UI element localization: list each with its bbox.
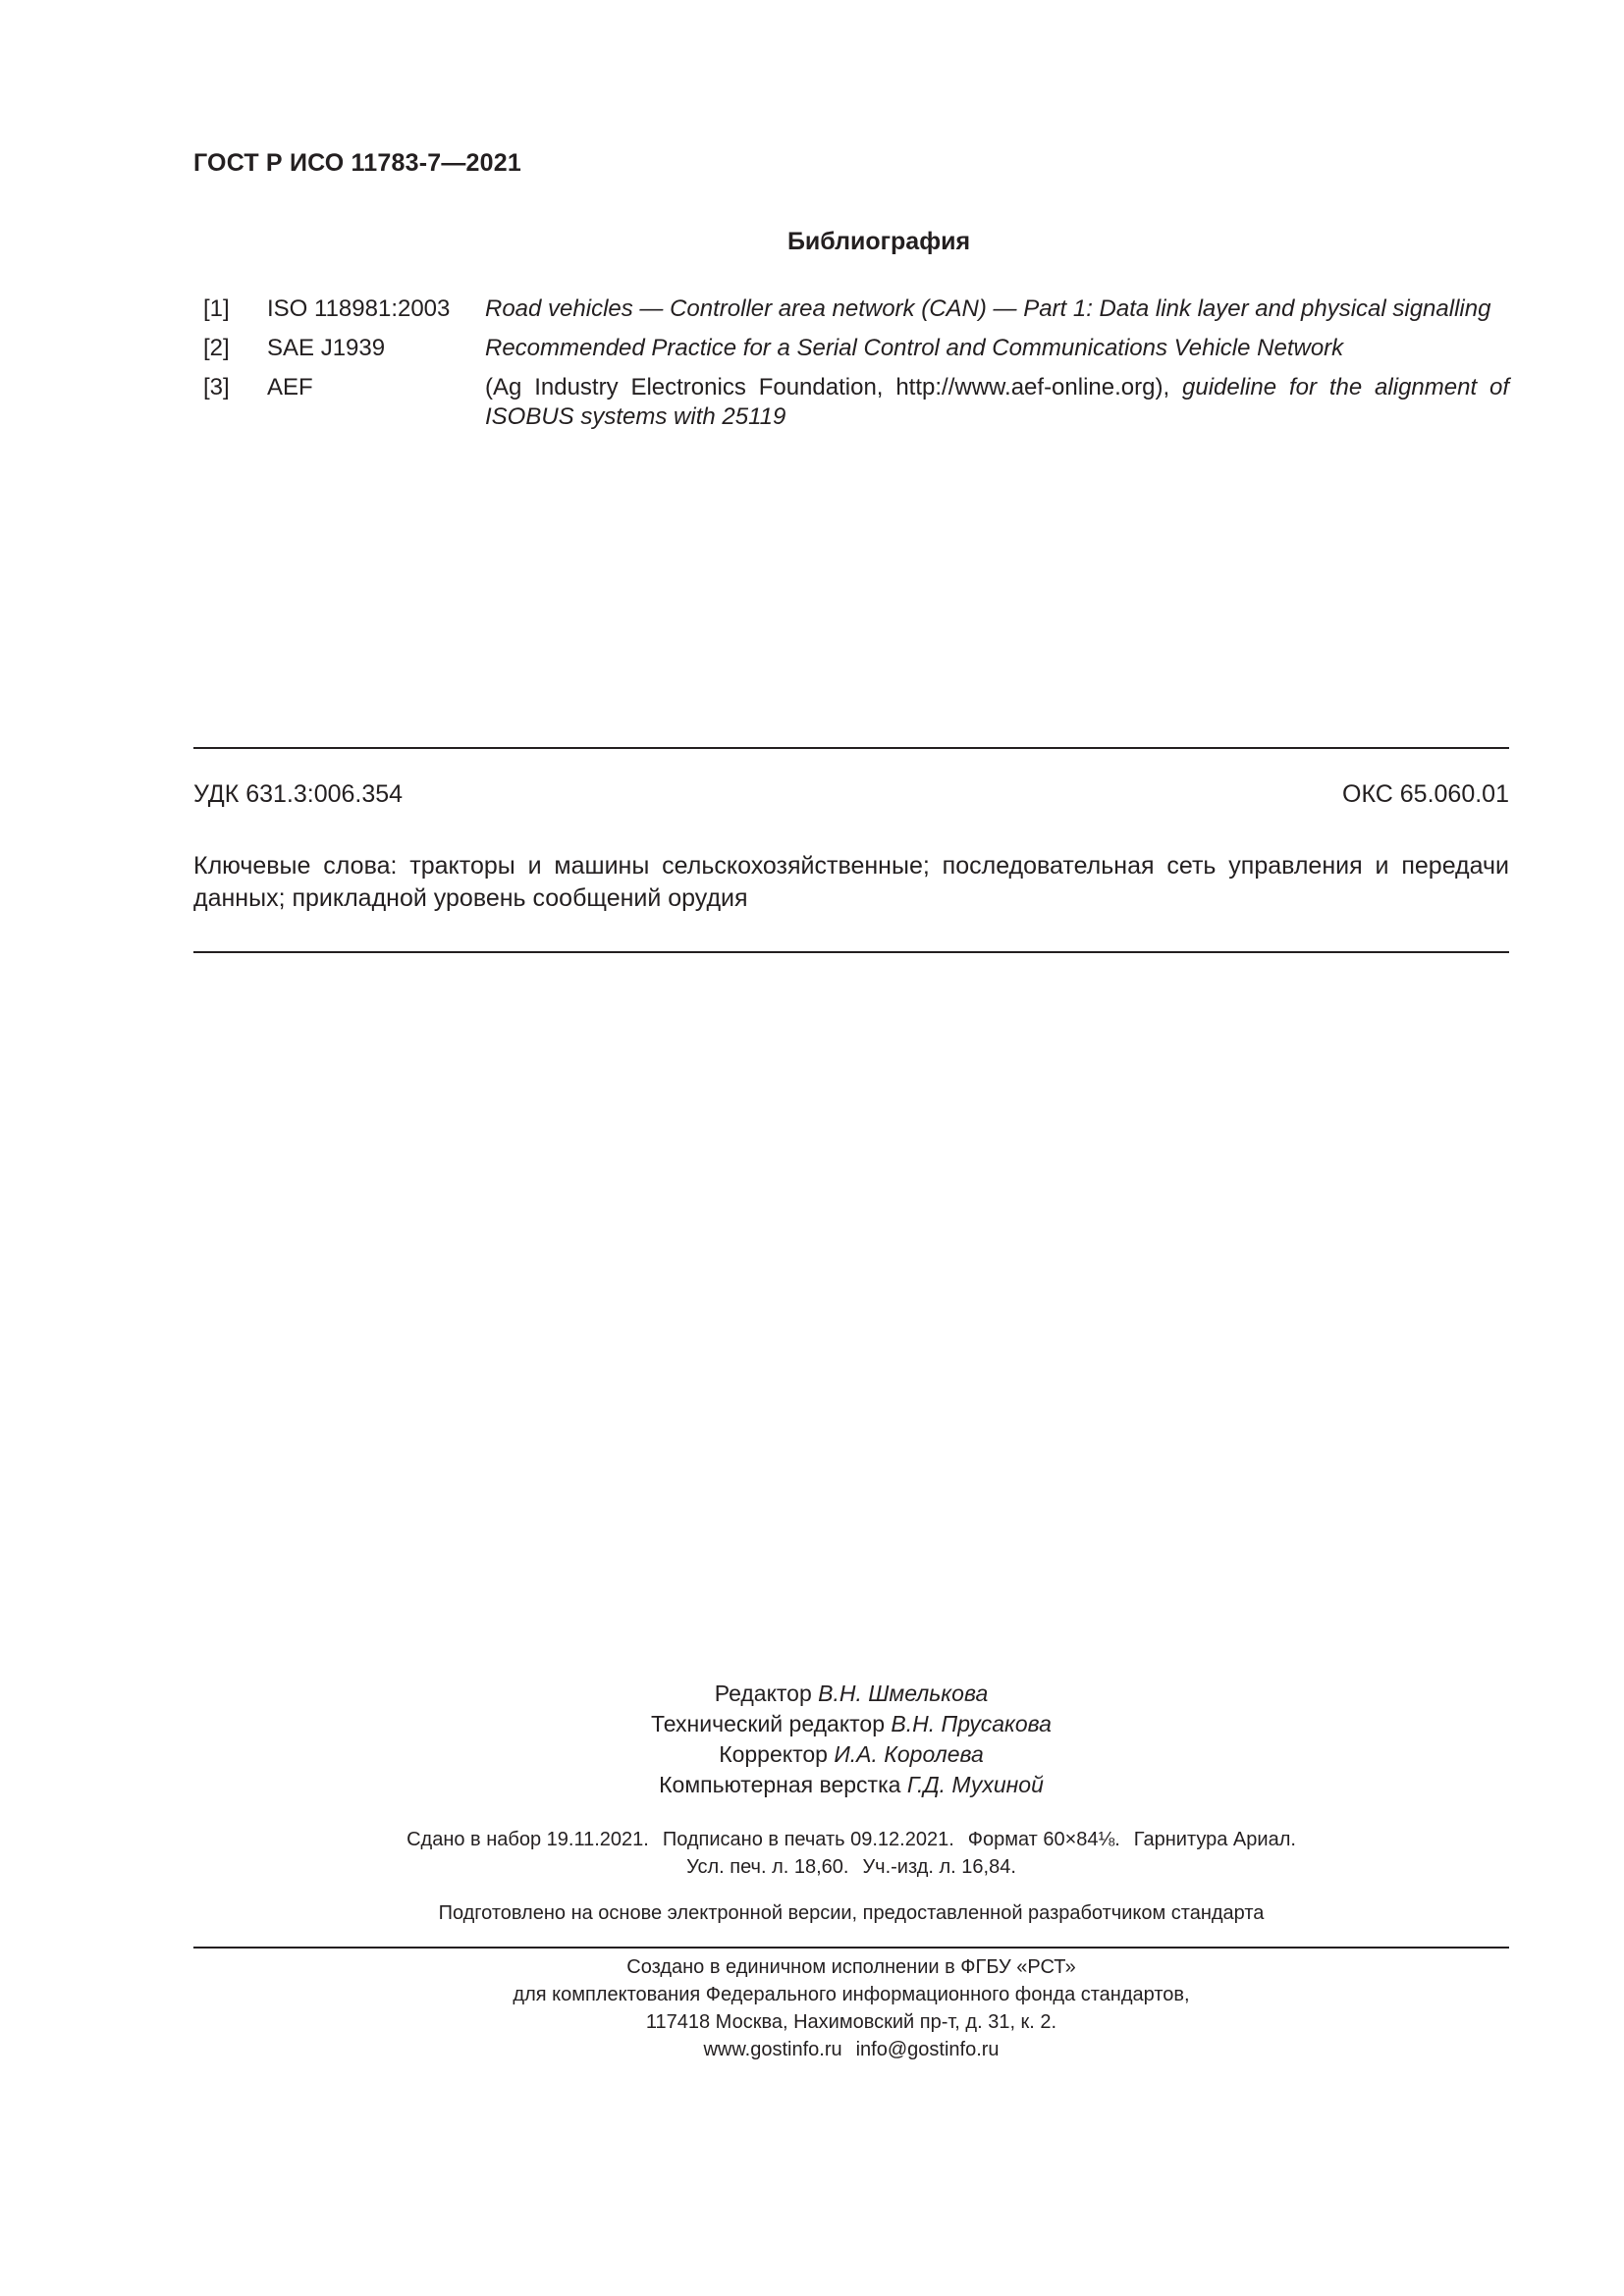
entry-code: SAE J1939 xyxy=(267,335,386,361)
credit-label: Редактор xyxy=(714,1681,812,1706)
credit-name: Г.Д. Мухиной xyxy=(906,1772,1044,1797)
publisher-contacts xyxy=(193,2036,1509,2063)
credit-label: Корректор xyxy=(719,1741,828,1767)
bibliography-list xyxy=(193,294,1509,442)
print-info-line-1 xyxy=(193,1826,1509,1853)
print-info xyxy=(193,1826,1509,1881)
submitted-date: Сдано в набор 19.11.2021. xyxy=(406,1829,649,1850)
credit-label: Технический редактор xyxy=(651,1711,886,1736)
udk-code: УДК 631.3:006.354 xyxy=(193,780,404,808)
keywords: Ключевые слова: тракторы и машины сельскохозяйственные; последовательная сеть управления и передачи данных; прикладной уровень сообщений орудия xyxy=(193,852,1509,912)
entry-number: [2] xyxy=(203,335,230,361)
print-format: Формат 60×84⅛. xyxy=(967,1829,1120,1850)
entry-code: ISO 118981:2003 xyxy=(267,295,451,322)
publisher-website-link[interactable]: www.gostinfo.ru xyxy=(703,2039,842,2060)
bibliography-entry xyxy=(193,294,1509,324)
credit-proofreader xyxy=(193,1739,1509,1770)
divider-middle xyxy=(193,951,1509,953)
publisher-line: Создано в единичном исполнении в ФГБУ «РСТ» xyxy=(626,1956,1076,1978)
entry-code: AEF xyxy=(267,374,313,400)
bibliography-title: Библиография xyxy=(786,228,971,255)
publisher-sheets: Уч.-изд. л. 16,84. xyxy=(862,1856,1016,1878)
print-info-line-2 xyxy=(193,1853,1509,1881)
entry-title-italic: Recommended Practice for a Serial Control and Communications Vehicle Network xyxy=(485,335,1344,361)
bibliography-entry xyxy=(193,373,1509,432)
entry-title xyxy=(485,373,1509,432)
credit-layout xyxy=(193,1770,1509,1800)
entry-title-plain: (Ag Industry Electronics Foundation, http://www.aef-online.org), xyxy=(485,374,1182,400)
entry-title-italic: guideline for the alignment of ISOBUS systems with 25119 xyxy=(485,374,1510,430)
divider-bottom xyxy=(193,1947,1509,1949)
publisher-block xyxy=(193,1953,1509,2063)
entry-number: [1] xyxy=(203,295,230,322)
credit-name: В.Н. Шмелькова xyxy=(818,1681,989,1706)
bibliography-entry xyxy=(193,334,1509,363)
publisher-address: 117418 Москва, Нахимовский пр-т, д. 31, к. 2. xyxy=(645,2011,1057,2033)
oks-code: ОКС 65.060.01 xyxy=(1342,780,1509,808)
print-sheets: Усл. печ. л. 18,60. xyxy=(686,1856,849,1878)
credit-label: Компьютерная верстка xyxy=(659,1772,901,1797)
divider-top xyxy=(193,747,1509,749)
entry-title xyxy=(485,334,1509,363)
entry-number: [3] xyxy=(203,374,230,400)
publisher-email-link[interactable]: info@gostinfo.ru xyxy=(855,2039,1000,2060)
credit-name: В.Н. Прусакова xyxy=(891,1711,1052,1736)
credit-editor xyxy=(193,1679,1509,1709)
standard-code: ГОСТ Р ИСО 11783-7—2021 xyxy=(193,149,521,177)
credits-block xyxy=(193,1679,1509,1800)
credit-name: И.А. Королева xyxy=(834,1741,984,1767)
signed-date: Подписано в печать 09.12.2021. xyxy=(662,1829,954,1850)
publisher-line: для комплектования Федерального информационного фонда стандартов, xyxy=(513,1984,1190,2005)
prepared-note: Подготовлено на основе электронной версии, предоставленной разработчиком стандарта xyxy=(438,1902,1265,1924)
credit-tech-editor xyxy=(193,1709,1509,1739)
entry-title xyxy=(485,294,1509,324)
entry-title-italic: Road vehicles — Controller area network (CAN) — Part 1: Data link layer and physical signalling xyxy=(485,295,1491,322)
typeface: Гарнитура Ариал. xyxy=(1133,1829,1296,1850)
